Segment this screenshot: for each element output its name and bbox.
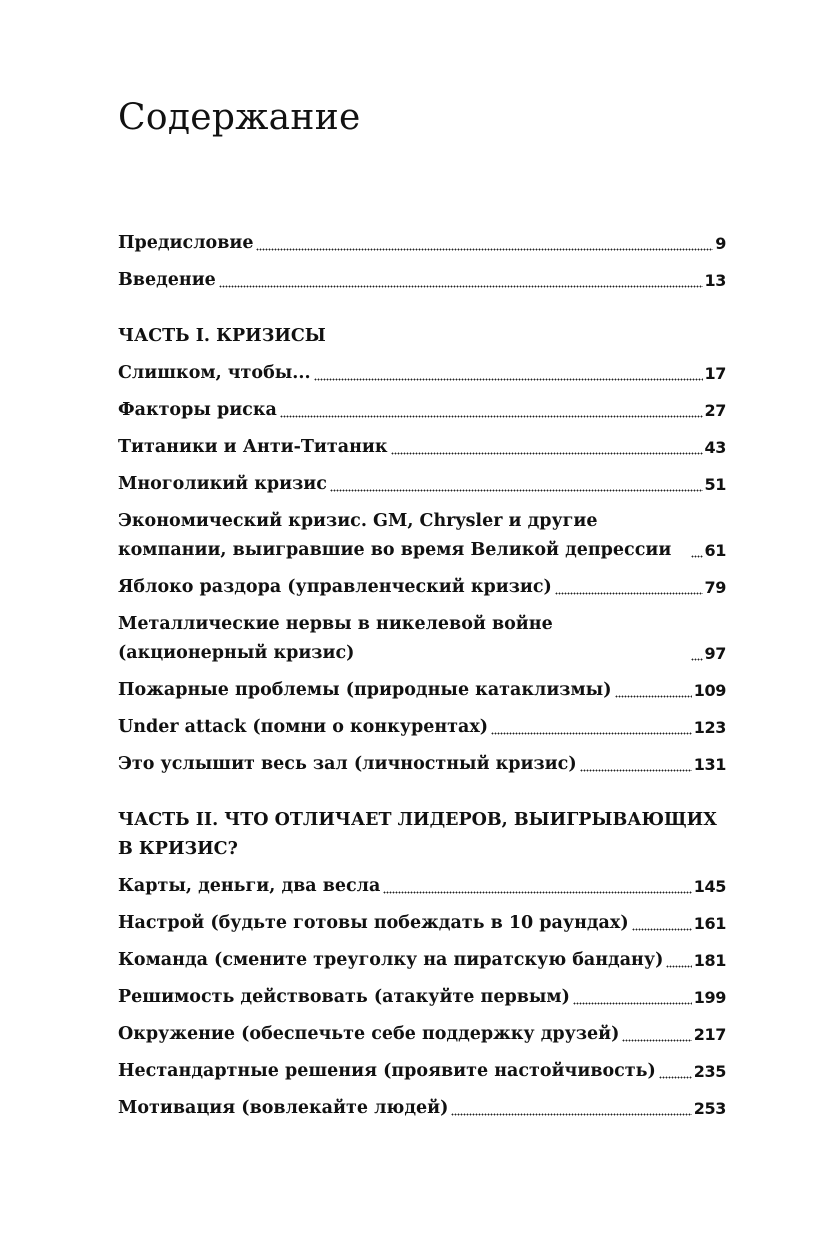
- toc-page-number: 253: [693, 1099, 726, 1118]
- toc-page-number: 43: [704, 438, 726, 457]
- toc-entry: [118, 229, 726, 258]
- toc-entry: [118, 1020, 726, 1049]
- toc-page-number: 181: [693, 951, 726, 970]
- toc-entry-title: Under attack (помни о конкурентах): [118, 717, 489, 737]
- toc-entry: [118, 610, 726, 668]
- toc-entry-title: Пожарные проблемы (природные катаклизмы): [118, 680, 612, 700]
- dot-leader: [555, 587, 703, 595]
- dot-leader: [691, 653, 703, 661]
- table-of-contents: [118, 229, 726, 1131]
- toc-page-number: 27: [704, 401, 726, 420]
- dot-leader: [666, 960, 691, 968]
- toc-page-number: 235: [693, 1062, 726, 1081]
- dot-leader: [691, 550, 703, 558]
- toc-entry-title: Карты, деньги, два весла: [118, 876, 381, 896]
- toc-page-number: 17: [704, 364, 726, 383]
- toc-entry-title: Команда (смените треуголку на пиратскую бандану): [118, 950, 664, 970]
- toc-page-number: 131: [693, 755, 726, 774]
- toc-entry: [118, 507, 726, 565]
- toc-entry: [118, 266, 726, 295]
- dot-leader: [383, 886, 691, 894]
- part-heading: ЧАСТЬ I. КРИЗИСЫ: [118, 326, 326, 346]
- toc-entry: [118, 713, 726, 742]
- toc-page-number: 109: [693, 681, 726, 700]
- toc-entry-title: Настрой (будьте готовы побеждать в 10 раундах): [118, 913, 629, 933]
- dot-leader: [573, 997, 692, 1005]
- toc-entry-title: Введение: [118, 270, 216, 290]
- toc-page-number: 123: [693, 718, 726, 737]
- dot-leader: [256, 243, 713, 251]
- toc-entry-title: Факторы риска: [118, 400, 277, 420]
- toc-entry-title: Экономический кризис. GM, Chrysler и другие компании, выигравшие во время Великой депрессии: [118, 511, 672, 560]
- toc-entry: [118, 909, 726, 938]
- toc-entry-title: Мотивация (вовлекайте людей): [118, 1098, 449, 1118]
- toc-entry-title: Это услышит весь зал (личностный кризис): [118, 754, 577, 774]
- page-title: Содержание: [118, 97, 361, 138]
- dot-leader: [659, 1071, 692, 1079]
- toc-entry: [118, 983, 726, 1012]
- toc-page-number: 61: [704, 541, 726, 560]
- dot-leader: [219, 280, 703, 288]
- toc-entry: [118, 1057, 726, 1086]
- toc-entry: [118, 872, 726, 901]
- toc-entry-title: Многоликий кризис: [118, 474, 327, 494]
- toc-entry: [118, 1094, 726, 1123]
- toc-page-number: 217: [693, 1025, 726, 1044]
- dot-leader: [491, 727, 692, 735]
- dot-leader: [632, 923, 692, 931]
- toc-page-number: 161: [693, 914, 726, 933]
- toc-entry: [118, 946, 726, 975]
- toc-entry-title: Предисловие: [118, 233, 254, 253]
- toc-entry-title: Титаники и Анти-Титаник: [118, 437, 388, 457]
- part-heading: ЧАСТЬ II. ЧТО ОТЛИЧАЕТ ЛИДЕРОВ, ВЫИГРЫВАЮЩИХ В КРИЗИС?: [118, 810, 717, 859]
- toc-entry-title: Окружение (обеспечьте себе поддержку друзей): [118, 1024, 620, 1044]
- toc-page-number: 13: [704, 271, 726, 290]
- dot-leader: [451, 1108, 691, 1116]
- dot-leader: [391, 447, 703, 455]
- toc-page-number: 97: [704, 644, 726, 663]
- toc-entry-title: Металлические нервы в никелевой войне (акционерный кризис): [118, 614, 553, 663]
- toc-entry: [118, 676, 726, 705]
- toc-entry: [118, 750, 726, 779]
- dot-leader: [622, 1034, 691, 1042]
- toc-page-number: 51: [704, 475, 726, 494]
- toc-page-number: 79: [704, 578, 726, 597]
- dot-leader: [280, 410, 703, 418]
- toc-entry: [118, 433, 726, 462]
- toc-entry: [118, 573, 726, 602]
- dot-leader: [615, 690, 692, 698]
- toc-entry: [118, 396, 726, 425]
- toc-entry: [118, 470, 726, 499]
- toc-page-number: 9: [715, 234, 726, 253]
- toc-entry-title: Нестандартные решения (проявите настойчивость): [118, 1061, 656, 1081]
- toc-entry: [118, 359, 726, 388]
- toc-page-number: 199: [693, 988, 726, 1007]
- toc-entry-title: Слишком, чтобы...: [118, 363, 311, 383]
- toc-page-number: 145: [693, 877, 726, 896]
- toc-entry-title: Решимость действовать (атакуйте первым): [118, 987, 570, 1007]
- dot-leader: [330, 484, 703, 492]
- toc-entry-title: Яблоко раздора (управленческий кризис): [118, 577, 552, 597]
- dot-leader: [580, 764, 692, 772]
- dot-leader: [314, 373, 703, 381]
